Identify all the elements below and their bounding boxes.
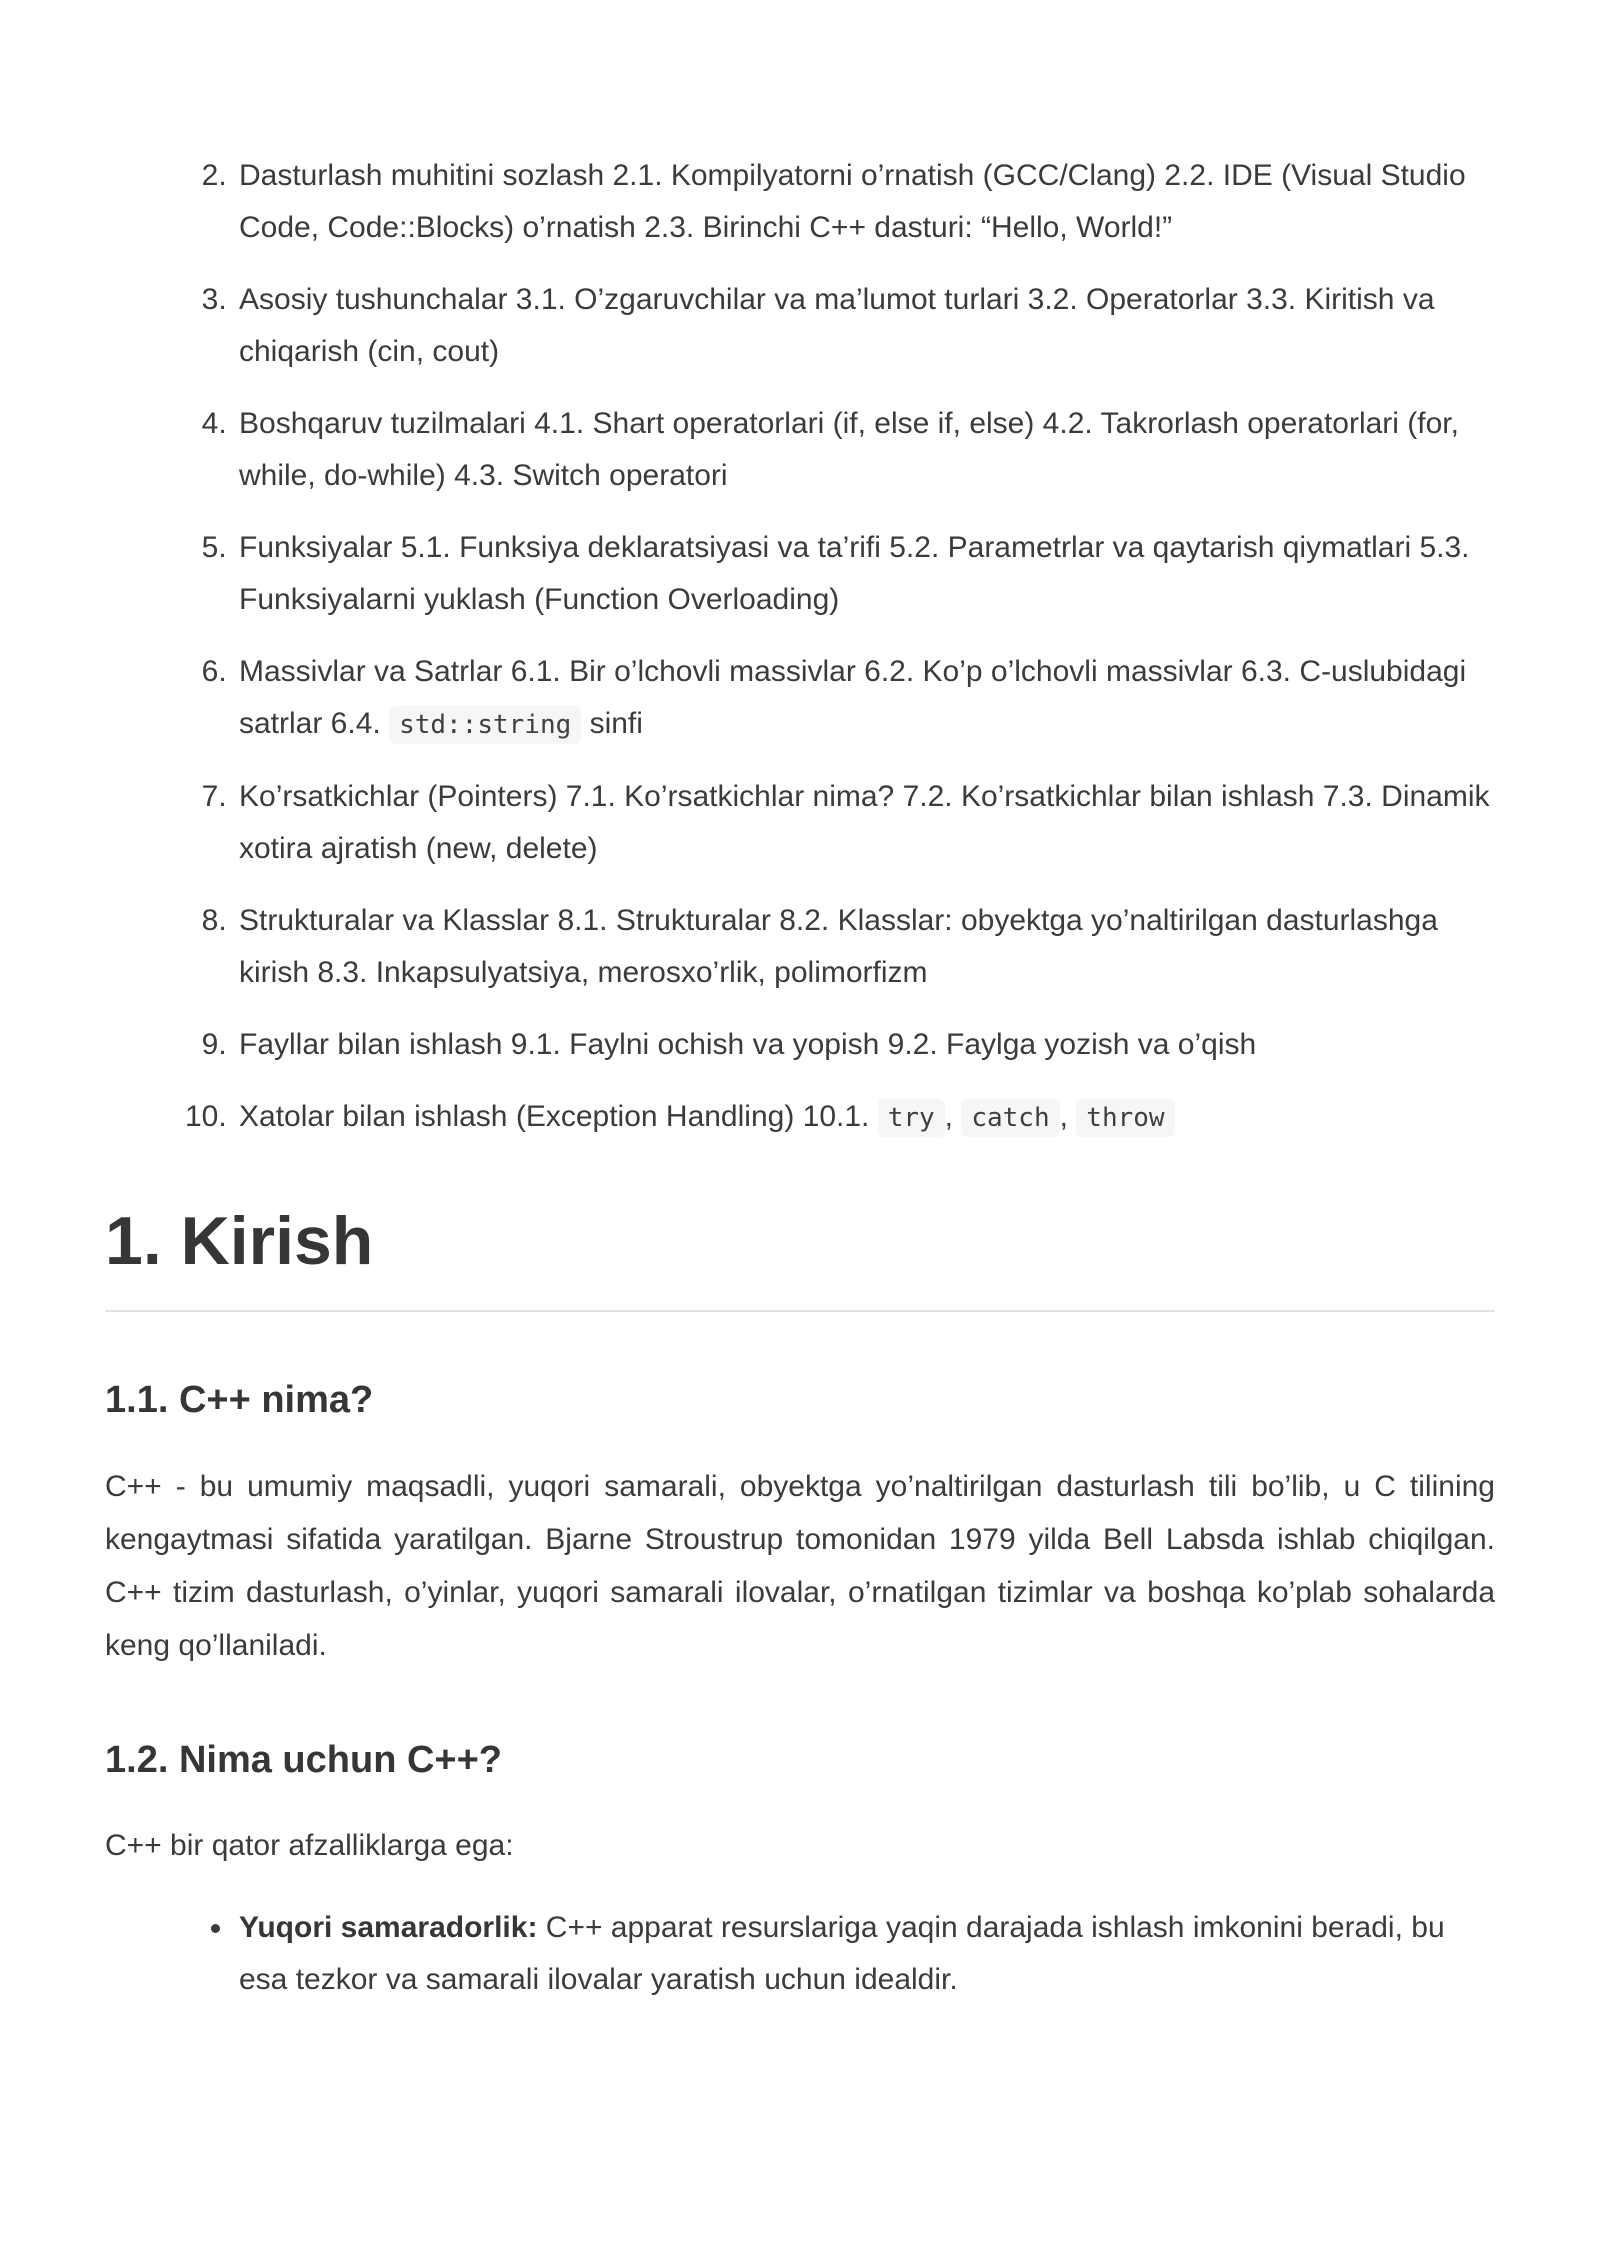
list-item-text: Fayllar bilan ishlash 9.1. Faylni ochish va yopish 9.2. Faylga yozish va o’qish: [239, 1028, 1257, 1061]
toc-item: [235, 150, 1495, 254]
list-item-text: ,: [1059, 1100, 1077, 1133]
inline-code: throw: [1076, 1099, 1174, 1137]
advantages-list: [105, 1902, 1495, 2006]
paragraph-afzalliklar-intro: C++ bir qator afzalliklarga ega:: [105, 1829, 514, 1863]
inline-code: catch: [961, 1099, 1059, 1137]
list-item-text: sinfi: [581, 707, 643, 740]
paragraph-cpp-nima: C++ - bu umumiy maqsadli, yuqori samarali, obyektga yo’naltirilgan dasturlash tili bo’lib, u C tilining kengaytmasi sifatida yaratilgan. Bjarne Stroustrup tomonidan 1979 yilda Bell Labsda ishlab chiqilgan. C++ tizim dasturlash, o’yinlar, yuqori samarali ilovalar, o’rnatilgan tizimlar va boshqa ko’plab sohalarda keng qo’llaniladi.: [105, 1469, 1495, 1662]
toc-item: [235, 274, 1495, 378]
toc-item: [235, 771, 1495, 875]
section-heading-kirish: 1. Kirish: [105, 1202, 1495, 1312]
list-item-text: Boshqaruv tuzilmalari 4.1. Shart operatorlari (if, else if, else) 4.2. Takrorlash operatorlari (for, while, do-while) 4.3. Switch operatori: [239, 407, 1459, 492]
list-item-text: Massivlar va Satrlar 6.1. Bir o’lchovli massivlar 6.2. Ko’p o’lchovli massivlar 6.3. C-uslubidagi satrlar 6.4.: [239, 655, 1467, 740]
inline-code: try: [878, 1099, 945, 1137]
toc-item: [235, 646, 1495, 751]
toc-item: [235, 895, 1495, 999]
list-item-text: Funksiyalar 5.1. Funksiya deklaratsiyasi va ta’rifi 5.2. Parametrlar va qaytarish qiymatlari 5.3. Funksiyalarni yuklash (Function Overloading): [239, 531, 1470, 616]
list-item-text: Dasturlash muhitini sozlash 2.1. Kompilyatorni o’rnatish (GCC/Clang) 2.2. IDE (Visual Studio Code, Code::Blocks) o’rnatish 2.3. Birinchi C++ dasturi: “Hello, World!”: [239, 159, 1466, 244]
toc-item: [235, 1091, 1495, 1144]
list-item-text: Asosiy tushunchalar 3.1. O’zgaruvchilar va ma’lumot turlari 3.2. Operatorlar 3.3. Kiritish va chiqarish (cin, cout): [239, 283, 1435, 368]
list-item-text: ,: [944, 1100, 962, 1133]
toc-list: [105, 150, 1495, 1144]
bold-lead-text: Yuqori samaradorlik:: [239, 1911, 538, 1945]
list-item-text: Xatolar bilan ishlash (Exception Handling) 10.1.: [239, 1100, 878, 1133]
toc-item: [235, 398, 1495, 502]
inline-code: std::string: [389, 706, 581, 744]
toc-item: [235, 1019, 1495, 1071]
list-item-text: C++ apparat resurslariga yaqin darajada ishlash imkonini beradi, bu esa tezkor va samarali ilovalar yaratish uchun idealdir.: [239, 1911, 1445, 1997]
subsection-heading-nima-uchun: 1.2. Nima uchun C++?: [105, 1738, 502, 1781]
list-item-text: Strukturalar va Klasslar 8.1. Strukturalar 8.2. Klasslar: obyektga yo’naltirilgan dasturlashga kirish 8.3. Inkapsulyatsiya, merosxo’rlik, polimorfizm: [239, 904, 1438, 989]
subsection-heading-cpp-nima: 1.1. C++ nima?: [105, 1379, 374, 1422]
list-item-text: Ko’rsatkichlar (Pointers) 7.1. Ko’rsatkichlar nima? 7.2. Ko’rsatkichlar bilan ishlash 7.3. Dinamik xotira ajratish (new, delete): [239, 780, 1490, 865]
list-item: [235, 1902, 1495, 2006]
toc-item: [235, 522, 1495, 626]
